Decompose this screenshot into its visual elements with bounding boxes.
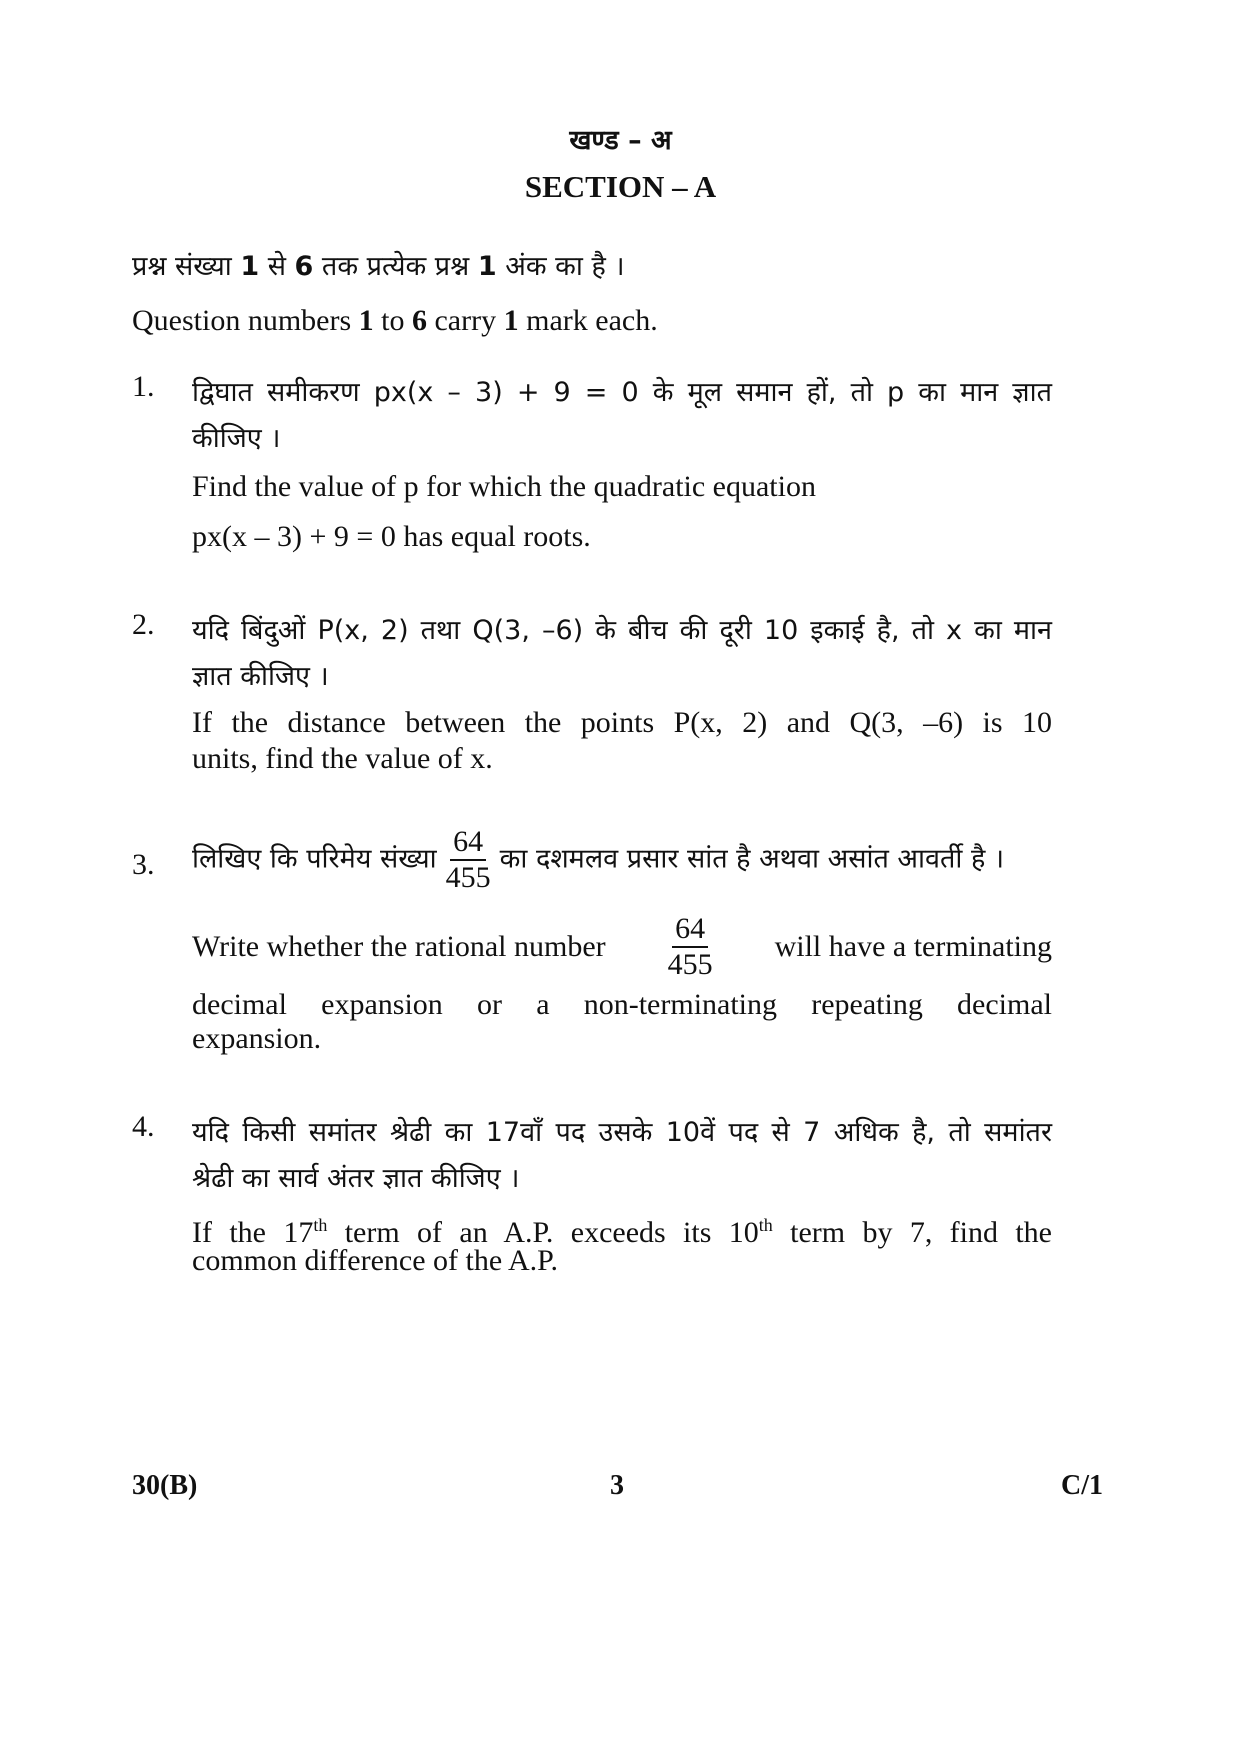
q2-hindi-line2: ज्ञात कीजिए । [192,661,329,692]
q4-en-c: term by 7, find the [772,1216,1052,1249]
fraction-denominator: 455 [667,948,713,981]
q1-english-line2: px(x – 3) + 9 = 0 has equal roots. [192,520,591,553]
q2-english-line2: units, find the value of x. [192,742,493,775]
q3-hindi-pre: लिखिए कि परिमेय संख्या [192,843,437,875]
q3-hindi-line1 [192,825,1092,895]
footer-set: C/1 [1061,1470,1103,1501]
section-heading: SECTION – A [524,169,717,204]
q4-hindi-line1: यदि किसी समांतर श्रेढी का 17वाँ पद उसके 10वें पद से 7 अधिक है, तो समांतर [192,1117,1052,1148]
q4-hindi-line2: श्रेढी का सार्व अंतर ज्ञात कीजिए । [192,1163,520,1194]
q3-english-line2: decimal expansion or a non-terminating repeating decimal [192,988,1052,1021]
fraction-numerator: 64 [672,912,708,948]
question-number: 3. [132,848,155,881]
instr-hi-mid: से [259,251,295,282]
q2-hindi-line1: यदि बिंदुओं P(x, 2) तथा Q(3, –6) के बीच की दूरी 10 इकाई है, तो x का मान [192,615,1052,646]
instr-en-post: mark each. [518,304,658,337]
q4-en-b: term of an A.P. exceeds its 10 [327,1216,759,1249]
instr-en-mid2: carry [426,304,504,337]
fraction-denominator: 455 [445,861,491,894]
question-number: 1. [132,370,155,403]
q4-english-line2: common difference of the A.P. [192,1244,559,1277]
q1-english-line1: Find the value of p for which the quadratic equation [192,470,816,503]
instr-hi-n2: 6 [294,251,314,282]
q3-english-post: will have a terminating [774,930,1052,963]
q3-english-line3: expansion. [192,1022,322,1055]
question-number: 2. [132,608,155,641]
footer-code: 30(B) [132,1470,198,1501]
instr-en-mid: to [373,304,412,337]
fraction [665,912,716,982]
question-number: 4. [132,1110,155,1143]
q1-hindi-line1: द्विघात समीकरण px(x – 3) + 9 = 0 के मूल समान हों, तो p का मान ज्ञात [192,377,1052,408]
q2-english-line1: If the distance between the points P(x, 2) and Q(3, –6) is 10 [192,706,1052,739]
q1-hindi-line2: कीजिए । [192,423,281,454]
page-number: 3 [610,1470,624,1501]
instr-hi-pre: प्रश्न संख्या [132,251,241,282]
fraction-numerator: 64 [450,825,486,861]
english-instructions [132,302,658,340]
fraction [443,825,494,895]
instr-en-n3: 1 [503,304,519,337]
q3-english-line1 [192,912,1052,982]
q3-english-pre: Write whether the rational number [192,930,606,963]
instr-en-n2: 6 [411,304,427,337]
q3-hindi-post: का दशमलव प्रसार सांत है अथवा असांत आवर्ती है । [499,843,1005,875]
q4-en-a: If the 17 [192,1216,314,1249]
hindi-section-heading: खण्ड – अ [569,125,672,156]
q4-en-sup2: th [758,1215,773,1235]
instr-hi-n1: 1 [240,251,260,282]
instr-hi-mid2: तक प्रत्येक प्रश्न [313,251,478,282]
instr-en-n1: 1 [358,304,374,337]
instr-hi-post: अंक का है । [496,251,625,282]
instr-hi-n3: 1 [477,251,497,282]
hindi-instructions [132,246,625,283]
instr-en-pre: Question numbers [132,304,359,337]
q4-en-sup1: th [313,1215,328,1235]
